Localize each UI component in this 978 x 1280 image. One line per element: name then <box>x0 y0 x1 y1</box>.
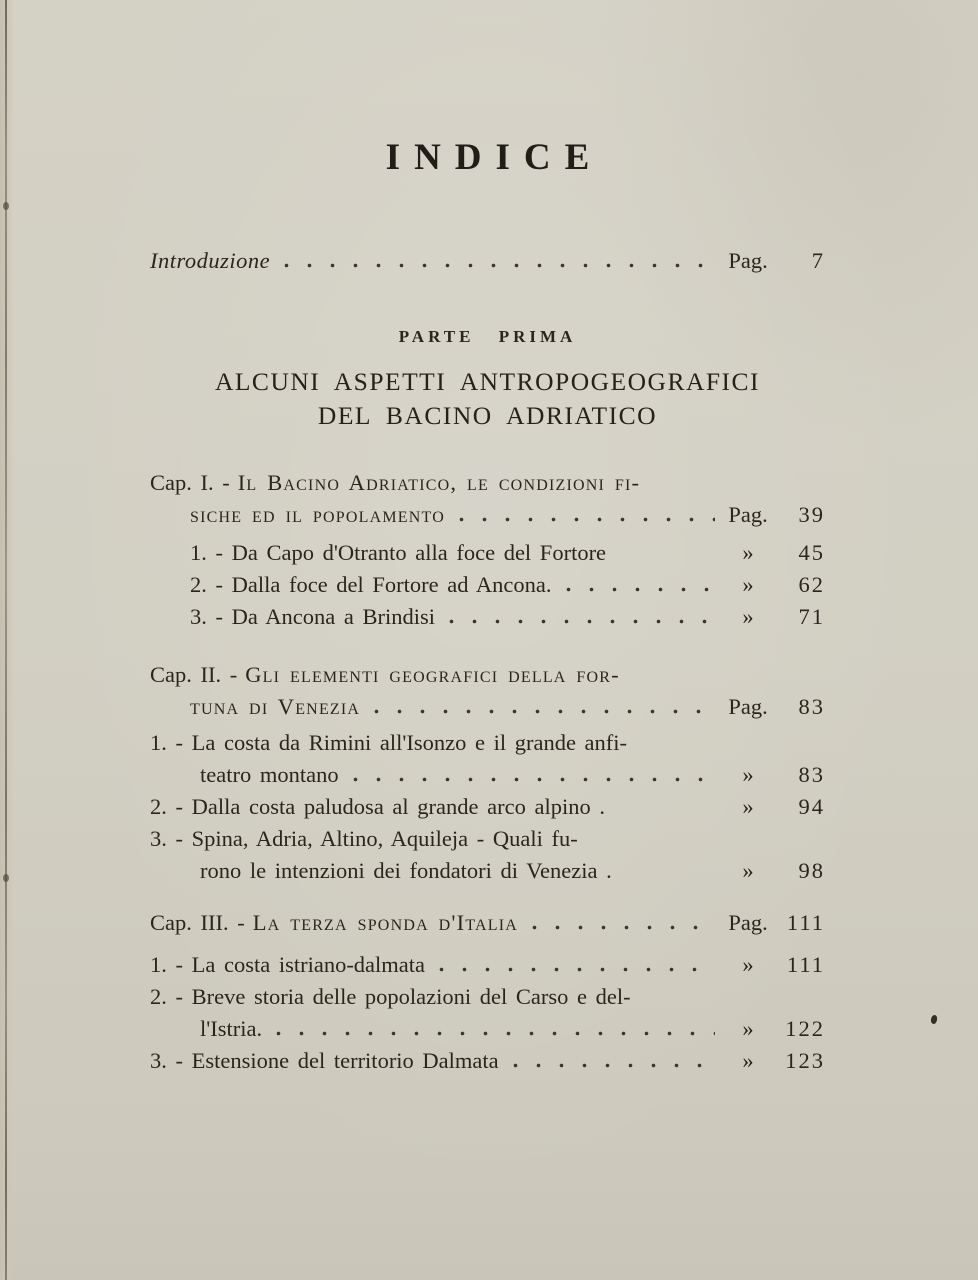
page-ref-label: » <box>742 794 754 819</box>
page-ref-label: Pag. <box>728 694 768 719</box>
chapter-prefix: Cap. III. - <box>150 910 245 935</box>
page-reference <box>725 791 825 823</box>
page-ref-label: » <box>742 1016 754 1041</box>
toc-item <box>190 601 825 633</box>
item-label: 2. - Dalla costa paludosa al grande arco alpino . <box>150 794 605 819</box>
page-number: 62 <box>798 572 825 597</box>
chapter-title: Gli elementi geografici della for- <box>245 662 620 687</box>
item-label: 3. - Da Ancona a Brindisi <box>190 604 435 629</box>
page-reference <box>725 245 825 277</box>
chapter-title: Il Bacino Adriatico, le condizioni fi- <box>237 470 641 495</box>
page-reference <box>725 1045 825 1077</box>
chapter-heading-3 <box>150 907 825 939</box>
page-number: 39 <box>798 502 825 527</box>
page-number: 123 <box>785 1048 825 1073</box>
item-label-line-1: 2. - Breve storia delle popolazioni del Carso e del- <box>150 984 631 1009</box>
item-label: 1. - La costa istriano-dalmata <box>150 952 426 977</box>
page-reference <box>725 855 825 887</box>
chapter-3-items <box>150 949 825 1077</box>
chapter-title: La terza sponda d'Italia <box>252 910 519 935</box>
page-ref-label: » <box>742 952 754 977</box>
dot-leader <box>526 925 715 930</box>
chapter-prefix: Cap. II. - <box>150 662 238 687</box>
page-number: 7 <box>811 248 825 273</box>
item-label-line-1: 1. - La costa da Rimini all'Isonzo e il grande anfi- <box>150 730 628 755</box>
chapter-prefix: Cap. I. - <box>150 470 230 495</box>
leader-space <box>614 555 715 560</box>
toc-item <box>150 981 825 1045</box>
chapter-2-items <box>150 727 825 887</box>
chapter-title-continuation: siche ed il popolamento <box>190 502 445 527</box>
page-number: 122 <box>785 1016 825 1041</box>
chapter-title-continuation: tuna di Venezia <box>190 694 361 719</box>
page-edge-mark <box>3 874 9 882</box>
page-reference <box>725 759 825 791</box>
page-number: 111 <box>786 910 825 935</box>
page-gutter-shadow <box>0 0 14 1280</box>
page-ref-label: » <box>742 572 754 597</box>
page-ref-label: Pag. <box>728 248 768 273</box>
page-reference <box>725 601 825 633</box>
dot-leader <box>453 517 715 522</box>
leader-space <box>613 809 715 814</box>
page-number: 111 <box>786 952 825 977</box>
toc-item <box>150 823 825 887</box>
dot-leader <box>433 967 715 972</box>
page-number: 71 <box>798 604 825 629</box>
page-number: 98 <box>798 858 825 883</box>
page-number: 94 <box>798 794 825 819</box>
item-label: 3. - Estensione del territorio Dalmata <box>150 1048 499 1073</box>
dot-leader <box>560 587 716 592</box>
toc-item <box>150 949 825 981</box>
item-label: 1. - Da Capo d'Otranto alla foce del Fortore <box>190 540 607 565</box>
dot-leader <box>347 777 715 782</box>
page-edge-mark <box>3 202 9 210</box>
page-number: 83 <box>798 694 825 719</box>
page-ref-label: Pag. <box>728 910 768 935</box>
item-label-line-1: 3. - Spina, Adria, Altino, Aquileja - Quali fu- <box>150 826 578 851</box>
page-number: 45 <box>798 540 825 565</box>
dot-leader <box>270 1031 715 1036</box>
page-reference <box>725 1013 825 1045</box>
chapter-1-items <box>190 537 825 633</box>
page-ref-label: » <box>742 762 754 787</box>
page-reference <box>725 949 825 981</box>
dot-leader <box>368 709 715 714</box>
page-ref-label: » <box>742 604 754 629</box>
item-label-continuation: l'Istria. <box>200 1016 263 1041</box>
part-title-line-1: ALCUNI ASPETTI ANTROPOGEOGRAFICI <box>214 367 761 396</box>
toc-item <box>190 569 825 601</box>
toc-item <box>150 727 825 791</box>
page-ref-label: Pag. <box>728 502 768 527</box>
page-ref-label: » <box>742 540 754 565</box>
part-kicker: PARTE PRIMA <box>398 327 577 346</box>
toc-item <box>150 791 825 823</box>
page-reference <box>725 537 825 569</box>
dot-leader <box>443 619 715 624</box>
part-title-line-2: DEL BACINO ADRIATICO <box>317 401 658 430</box>
part-title <box>150 365 825 433</box>
page-title: INDICE <box>385 137 604 178</box>
dot-leader <box>507 1063 715 1068</box>
page-number: 83 <box>798 762 825 787</box>
page-reference <box>725 907 825 939</box>
page-ref-label: » <box>742 858 754 883</box>
page-edge-line <box>5 0 7 1280</box>
dot-leader <box>278 263 715 268</box>
toc-item <box>190 537 825 569</box>
leader-space <box>620 873 715 878</box>
page-ref-label: » <box>742 1048 754 1073</box>
chapter-heading-1 <box>150 467 825 531</box>
item-label-continuation: teatro montano <box>200 762 339 787</box>
toc-entry-introduzione <box>150 245 825 277</box>
entry-label: Introduzione <box>150 248 271 273</box>
chapter-heading-2 <box>150 659 825 723</box>
item-label: 2. - Dalla foce del Fortore ad Ancona. <box>190 572 552 597</box>
page-reference <box>725 691 825 723</box>
toc-item <box>150 1045 825 1077</box>
page-reference <box>725 569 825 601</box>
item-label-continuation: rono le intenzioni dei fondatori di Venezia . <box>200 858 612 883</box>
page-reference <box>725 499 825 531</box>
